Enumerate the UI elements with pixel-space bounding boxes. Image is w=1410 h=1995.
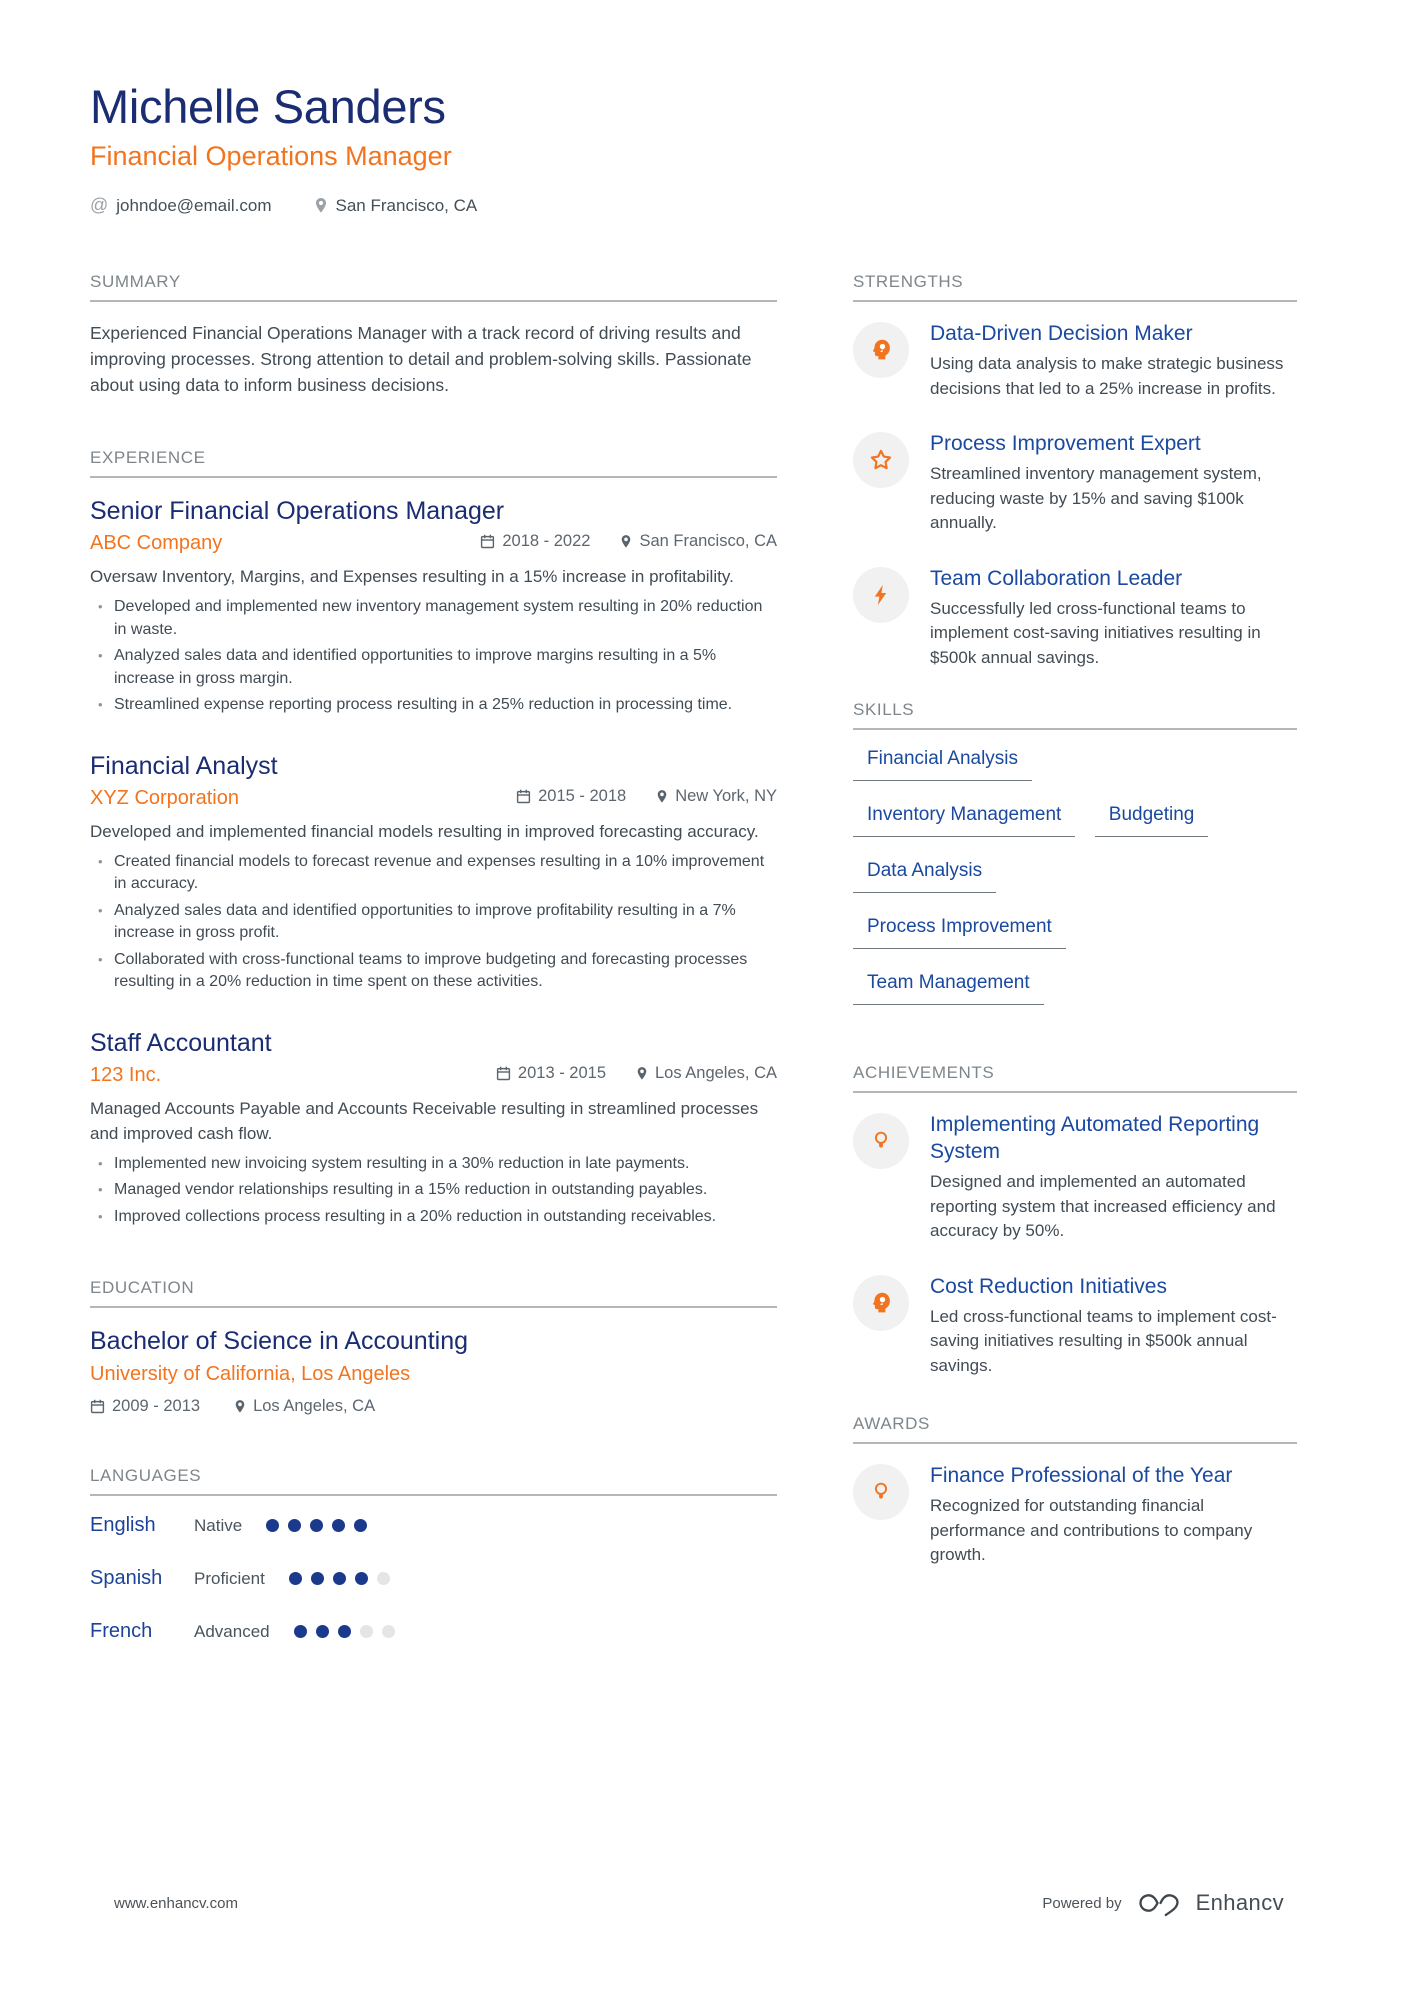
- school-name: University of California, Los Angeles: [90, 1363, 411, 1386]
- language-level: Native: [194, 1515, 243, 1535]
- education-location: [234, 1397, 375, 1416]
- education-section: [90, 1278, 777, 1416]
- rating-dot-filled: [289, 1572, 302, 1585]
- job-dates: [496, 1064, 606, 1083]
- left-column: [90, 272, 777, 1723]
- rating-dot-filled: [316, 1625, 329, 1638]
- brand-name: Enhancv: [1195, 1890, 1284, 1915]
- location-value: San Francisco, CA: [335, 195, 478, 215]
- language-item: [90, 1620, 466, 1643]
- summary-text: Experienced Financial Operations Manager with a track record of driving results and improving processes. Strong attention to detail and problem-solving skills. Passionate about using data to inform business decisions.: [90, 323, 752, 396]
- rating-dot-filled: [288, 1519, 301, 1532]
- website-link[interactable]: www.enhancv.com: [114, 1894, 238, 1912]
- lightbulb-icon: [853, 1464, 909, 1520]
- strength-text: Successfully led cross-functional teams to implement cost-saving initiatives resulting in $500k annual savings.: [930, 598, 1261, 667]
- rating-dot-filled: [333, 1572, 346, 1585]
- job-location: [620, 532, 777, 551]
- job-bullet: • Collaborated with cross-functional teams to improve budgeting and forecasting processes resulting in a 20% reduction in time spent on these activities.: [90, 949, 777, 994]
- summary-section: [90, 272, 777, 398]
- language-rating-dots: [289, 1572, 390, 1585]
- skill-tag: Inventory Management: [853, 804, 1075, 837]
- email-item: [90, 195, 272, 216]
- pin-icon: [636, 1066, 648, 1081]
- skills-heading: SKILLS: [853, 700, 1297, 730]
- job-location: [656, 787, 777, 806]
- achievement-title: Cost Reduction Initiatives: [930, 1274, 1167, 1298]
- job-title: Staff Accountant: [90, 1028, 272, 1057]
- education-dates: [90, 1397, 200, 1416]
- email-value[interactable]: johndoe@email.com: [116, 195, 272, 215]
- achievements-section: [853, 1063, 1297, 1378]
- rating-dot-filled: [338, 1625, 351, 1638]
- language-name: French: [90, 1620, 153, 1643]
- job-bullet: • Analyzed sales data and identified opportunities to improve profitability resulting in a 7% increase in gross profit.: [90, 900, 777, 945]
- job-meta-row: [90, 787, 777, 810]
- strengths-heading: STRENGTHS: [853, 272, 1297, 302]
- rating-dot-filled: [266, 1519, 279, 1532]
- job-dates-value: 2015 - 2018: [538, 786, 627, 805]
- job-bullet: • Created financial models to forecast revenue and expenses resulting in a 10% improvement in accuracy.: [90, 851, 777, 896]
- company-name: XYZ Corporation: [90, 786, 239, 809]
- languages-heading: LANGUAGES: [90, 1466, 777, 1496]
- achievements-heading: ACHIEVEMENTS: [853, 1063, 1297, 1093]
- language-name: English: [90, 1514, 156, 1537]
- job-description: Managed Accounts Payable and Accounts Receivable resulting in streamlined processes and improved cash flow.: [90, 1098, 759, 1143]
- job-dates: [480, 532, 590, 551]
- rating-dot-filled: [311, 1572, 324, 1585]
- job-dates: [516, 787, 626, 806]
- job-bullet: • Developed and implemented new inventory management system resulting in 20% reduction in waste.: [90, 596, 777, 641]
- enhancv-logo: [1136, 1888, 1182, 1918]
- education-dates-value: 2009 - 2013: [112, 1397, 201, 1416]
- person-name: Michelle Sanders: [90, 80, 446, 133]
- rating-dot-filled: [355, 1572, 368, 1585]
- calendar-icon: [516, 789, 531, 804]
- education-heading: EDUCATION: [90, 1278, 777, 1308]
- at-icon: @: [90, 195, 109, 216]
- experience-entry: [90, 1028, 777, 1229]
- award-item: [853, 1462, 1297, 1568]
- skill-tag: Process Improvement: [853, 916, 1066, 949]
- head-idea-icon: [853, 322, 909, 378]
- degree-title: Bachelor of Science in Accounting: [90, 1327, 469, 1356]
- calendar-icon: [480, 534, 495, 549]
- powered-by-block[interactable]: [1042, 1888, 1284, 1918]
- language-rating-dots: [266, 1519, 367, 1532]
- star-icon: [853, 432, 909, 488]
- experience-section: [90, 448, 777, 1228]
- job-location-value: Los Angeles, CA: [655, 1063, 777, 1082]
- job-dates-value: 2018 - 2022: [502, 532, 591, 551]
- rating-dot-empty: [377, 1572, 390, 1585]
- strength-title: Data-Driven Decision Maker: [930, 322, 1193, 346]
- strength-title: Team Collaboration Leader: [930, 566, 1183, 590]
- skill-tag: Team Management: [853, 972, 1044, 1005]
- rating-dot-filled: [332, 1519, 345, 1532]
- languages-grid: [90, 1514, 777, 1673]
- right-column: [853, 272, 1297, 1723]
- pin-icon: [656, 789, 668, 804]
- strengths-section: [853, 272, 1297, 670]
- job-location: [636, 1064, 777, 1083]
- job-bullet: • Managed vendor relationships resulting in a 15% reduction in outstanding payables.: [90, 1179, 777, 1202]
- job-location-value: New York, NY: [675, 786, 777, 805]
- calendar-icon: [90, 1399, 105, 1414]
- page-footer: [114, 1888, 1284, 1918]
- head-idea-icon: [853, 1275, 909, 1331]
- strength-text: Using data analysis to make strategic business decisions that led to a 25% increase in profits.: [930, 354, 1284, 398]
- job-meta-right: [480, 532, 777, 551]
- achievement-item: [853, 1273, 1297, 1379]
- language-rating-dots: [294, 1625, 395, 1638]
- award-text: Recognized for outstanding financial performance and contributions to company growth.: [930, 1496, 1253, 1565]
- education-location-value: Los Angeles, CA: [253, 1397, 376, 1416]
- job-dates-value: 2013 - 2015: [517, 1063, 606, 1082]
- pin-icon: [314, 197, 328, 214]
- strength-item: [853, 320, 1297, 401]
- job-bullet: • Analyzed sales data and identified opportunities to improve margins resulting in a 5% increase in gross margin.: [90, 645, 777, 690]
- skills-list: [853, 748, 1297, 1005]
- language-item: [90, 1514, 466, 1537]
- person-job-title: Financial Operations Manager: [90, 140, 452, 171]
- job-bullet: • Improved collections process resulting in a 20% reduction in outstanding receivables.: [90, 1206, 777, 1229]
- strength-text: Streamlined inventory management system, reducing waste by 15% and saving $100k annually.: [930, 464, 1262, 533]
- skills-section: [853, 700, 1297, 1005]
- skill-tag: Data Analysis: [853, 860, 996, 893]
- rating-dot-empty: [382, 1625, 395, 1638]
- language-level: Proficient: [194, 1568, 265, 1588]
- contact-row: [90, 195, 1297, 216]
- experience-entry: [90, 751, 777, 994]
- award-title: Finance Professional of the Year: [930, 1464, 1233, 1488]
- education-meta-row: [90, 1397, 777, 1416]
- powered-by-label: Powered by: [1042, 1894, 1122, 1912]
- resume-header: [90, 82, 1297, 216]
- strength-item: [853, 565, 1297, 671]
- calendar-icon: [496, 1066, 511, 1081]
- lightbulb-icon: [853, 1113, 909, 1169]
- job-bullets: [90, 851, 777, 994]
- resume-body: [90, 272, 1297, 1723]
- languages-section: [90, 1466, 777, 1673]
- job-meta-row: [90, 1064, 777, 1087]
- job-bullet: • Streamlined expense reporting process resulting in a 25% reduction in processing time.: [90, 694, 777, 717]
- job-title: Senior Financial Operations Manager: [90, 497, 505, 526]
- achievement-item: [853, 1111, 1297, 1244]
- job-meta-right: [516, 787, 777, 806]
- language-name: Spanish: [90, 1567, 163, 1590]
- job-title: Financial Analyst: [90, 751, 278, 780]
- job-bullets: [90, 1153, 777, 1229]
- strength-item: [853, 430, 1297, 536]
- language-level: Advanced: [194, 1621, 270, 1641]
- skill-tag: Financial Analysis: [853, 748, 1032, 781]
- language-item: [90, 1567, 466, 1590]
- achievement-title: Implementing Automated Reporting System: [930, 1113, 1260, 1164]
- rating-dot-filled: [354, 1519, 367, 1532]
- experience-heading: EXPERIENCE: [90, 448, 777, 478]
- achievement-text: Designed and implemented an automated reporting system that increased efficiency and accuracy by 50%.: [930, 1172, 1276, 1241]
- bolt-icon: [853, 567, 909, 623]
- pin-icon: [620, 534, 632, 549]
- job-location-value: San Francisco, CA: [639, 532, 777, 551]
- rating-dot-filled: [310, 1519, 323, 1532]
- pin-icon: [234, 1399, 246, 1414]
- strength-title: Process Improvement Expert: [930, 432, 1201, 456]
- awards-heading: AWARDS: [853, 1414, 1297, 1444]
- company-name: 123 Inc.: [90, 1063, 162, 1086]
- rating-dot-empty: [360, 1625, 373, 1638]
- awards-section: [853, 1414, 1297, 1568]
- job-bullet: • Implemented new invoicing system resulting in a 30% reduction in late payments.: [90, 1153, 777, 1176]
- summary-heading: SUMMARY: [90, 272, 777, 302]
- experience-entry: [90, 496, 777, 717]
- job-description: Oversaw Inventory, Margins, and Expenses resulting in a 15% increase in profitability.: [90, 567, 734, 587]
- job-bullets: [90, 596, 777, 717]
- company-name: ABC Company: [90, 532, 223, 555]
- job-meta-row: [90, 532, 777, 555]
- location-item: [314, 196, 478, 216]
- skill-tag: Budgeting: [1095, 804, 1209, 837]
- rating-dot-filled: [294, 1625, 307, 1638]
- job-meta-right: [496, 1064, 777, 1083]
- job-description: Developed and implemented financial models resulting in improved forecasting accuracy.: [90, 821, 759, 841]
- achievement-text: Led cross-functional teams to implement cost-saving initiatives resulting in $500k annual savings.: [930, 1306, 1277, 1375]
